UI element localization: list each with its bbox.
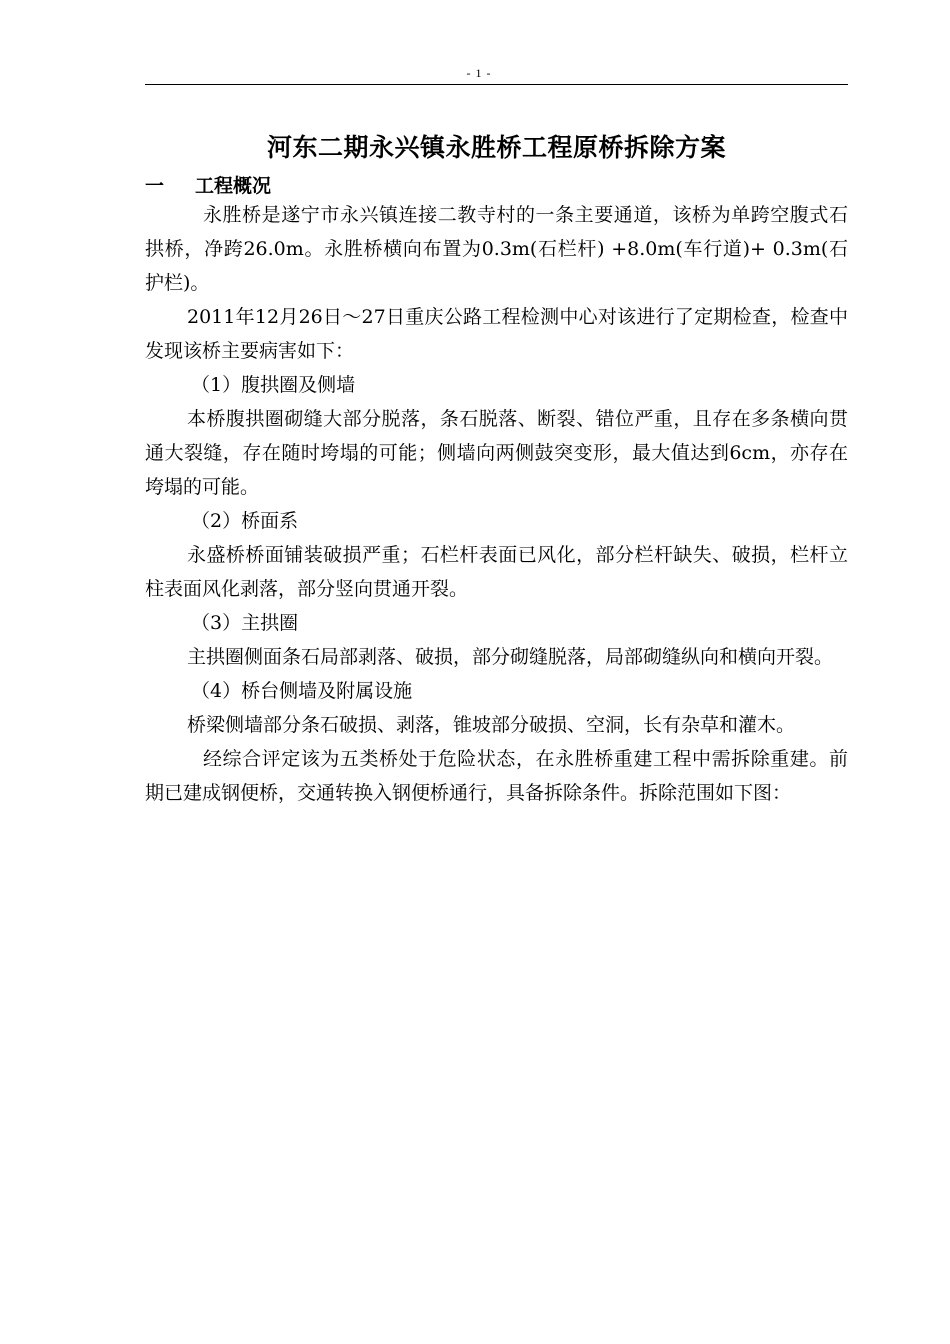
inspection-paragraph: 2011年12月26日～27日重庆公路工程检测中心对该进行了定期检查，检查中发现该桥主要病害如下： xyxy=(145,306,848,362)
item-4-heading: （4）桥台侧墙及附属设施 xyxy=(191,680,413,702)
section-title: 工程概况 xyxy=(195,175,272,197)
item-4-body: 桥梁侧墙部分条石破损、剥落，锥坡部分破损、空洞，长有杂草和灌木。 xyxy=(187,714,796,736)
page-number: - 1 - xyxy=(466,66,492,80)
document-title: 河东二期永兴镇永胜桥工程原桥拆除方案 xyxy=(266,133,726,162)
section-number: 一 xyxy=(145,175,165,197)
item-1-heading: （1）腹拱圈及侧墙 xyxy=(191,374,356,396)
section-heading xyxy=(145,171,271,198)
item-2-heading: （2）桥面系 xyxy=(191,510,299,532)
conclusion-paragraph: 经综合评定该为五类桥处于危险状态，在永胜桥重建工程中需拆除重建。前期已建成钢便桥，交通转换入钢便桥通行，具备拆除条件。拆除范围如下图： xyxy=(145,748,848,804)
intro-paragraph: 永胜桥是遂宁市永兴镇连接二教寺村的一条主要通道，该桥为单跨空腹式石拱桥，净跨26.0m。永胜桥横向布置为0.3m(石栏杆) +8.0m(车行道)+ 0.3m(石护栏)。 xyxy=(145,204,848,294)
item-1-body: 本桥腹拱圈砌缝大部分脱落，条石脱落、断裂、错位严重，且存在多条横向贯通大裂缝，存在随时垮塌的可能；侧墙向两侧鼓突变形，最大值达到6cm，亦存在垮塌的可能。 xyxy=(145,408,848,498)
header-rule xyxy=(145,84,848,85)
document-body xyxy=(145,198,848,810)
item-3-heading: （3）主拱圈 xyxy=(191,612,299,634)
item-3-body: 主拱圈侧面条石局部剥落、破损，部分砌缝脱落，局部砌缝纵向和横向开裂。 xyxy=(187,646,834,668)
item-2-body: 永盛桥桥面铺装破损严重；石栏杆表面已风化，部分栏杆缺失、破损，栏杆立柱表面风化剥落，部分竖向贯通开裂。 xyxy=(145,544,848,600)
